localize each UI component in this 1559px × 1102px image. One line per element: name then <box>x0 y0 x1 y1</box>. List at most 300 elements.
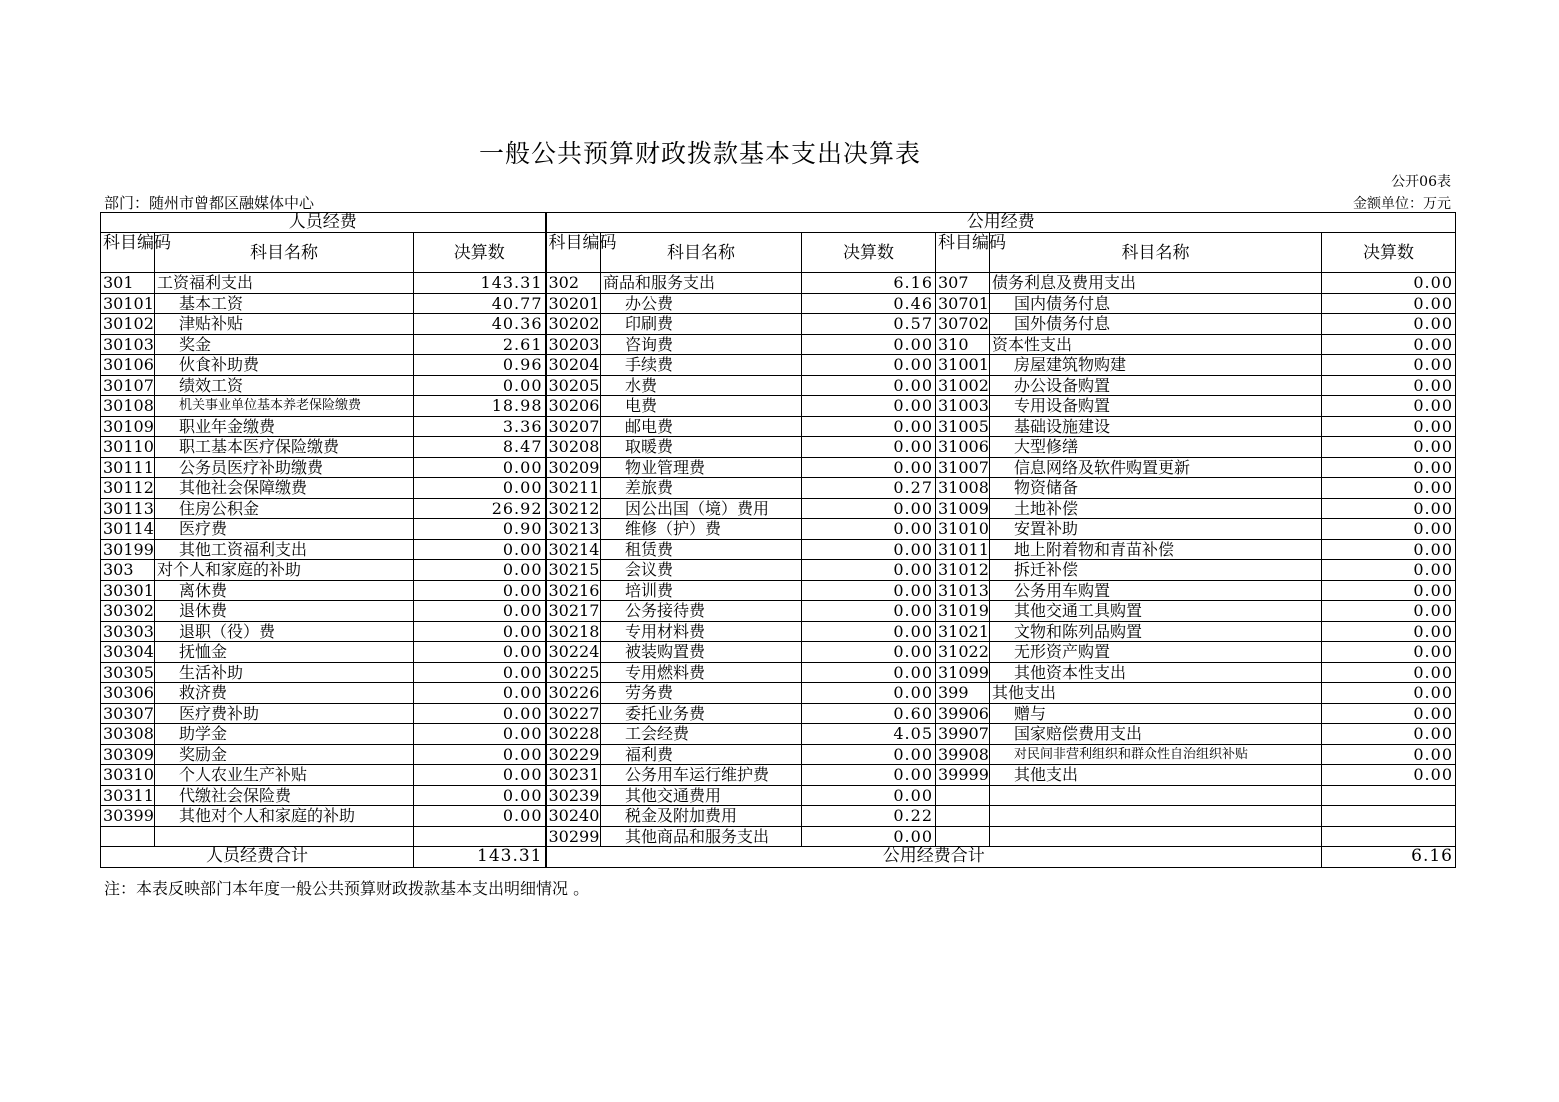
subject-name: 专用燃料费 <box>601 662 802 683</box>
subject-code: 31099 <box>936 662 990 683</box>
subject-code: 30304 <box>101 642 155 663</box>
amount-value: 0.00 <box>802 621 936 642</box>
amount-value <box>414 826 546 847</box>
amount-value: 0.96 <box>414 355 546 376</box>
table-row <box>101 560 1456 581</box>
subject-name: 差旅费 <box>601 478 802 499</box>
subject-code: 30702 <box>936 314 990 335</box>
subject-code: 30113 <box>101 498 155 519</box>
subject-code: 30108 <box>101 396 155 417</box>
subject-code: 30306 <box>101 683 155 704</box>
amount-value: 0.00 <box>1322 478 1456 499</box>
subject-code: 31002 <box>936 375 990 396</box>
subject-code: 30240 <box>546 806 601 827</box>
expenditure-table <box>100 212 1456 868</box>
subject-code: 30217 <box>546 601 601 622</box>
subject-code: 31007 <box>936 457 990 478</box>
subject-name: 助学金 <box>155 724 414 745</box>
amount-value: 0.00 <box>414 457 546 478</box>
subject-code: 30199 <box>101 539 155 560</box>
subject-name: 其他商品和服务支出 <box>601 826 802 847</box>
subject-code: 30214 <box>546 539 601 560</box>
subject-name: 培训费 <box>601 580 802 601</box>
subject-name: 其他支出 <box>990 683 1322 704</box>
subject-code: 30308 <box>101 724 155 745</box>
amount-value: 40.77 <box>414 293 546 314</box>
amount-value: 0.00 <box>1322 293 1456 314</box>
subject-code: 31005 <box>936 416 990 437</box>
subject-code: 30227 <box>546 703 601 724</box>
table-row <box>101 519 1456 540</box>
personnel-total-label: 人员经费合计 <box>101 847 414 868</box>
subject-code <box>936 826 990 847</box>
subject-name: 救济费 <box>155 683 414 704</box>
subject-name: 离休费 <box>155 580 414 601</box>
subject-name: 其他交通费用 <box>601 785 802 806</box>
subject-name: 其他交通工具购置 <box>990 601 1322 622</box>
subject-name: 生活补助 <box>155 662 414 683</box>
subject-name: 会议费 <box>601 560 802 581</box>
subject-name: 专用材料费 <box>601 621 802 642</box>
subject-name <box>155 826 414 847</box>
amount-value: 0.60 <box>802 703 936 724</box>
subject-name: 机关事业单位基本养老保险缴费 <box>155 396 414 417</box>
table-row <box>101 826 1456 847</box>
subject-code: 30204 <box>546 355 601 376</box>
subject-code: 30226 <box>546 683 601 704</box>
subject-code: 30201 <box>546 293 601 314</box>
amount-value: 0.00 <box>802 375 936 396</box>
subject-code: 30101 <box>101 293 155 314</box>
section-public: 公用经费 <box>546 213 1456 233</box>
table-row <box>101 273 1456 294</box>
amount-value: 0.00 <box>1322 744 1456 765</box>
header-amount: 决算数 <box>1322 233 1456 273</box>
subject-code: 31009 <box>936 498 990 519</box>
subject-code: 30307 <box>101 703 155 724</box>
subject-code: 30212 <box>546 498 601 519</box>
subject-code: 30107 <box>101 375 155 396</box>
amount-value: 0.00 <box>802 498 936 519</box>
subject-code: 39907 <box>936 724 990 745</box>
table-row <box>101 314 1456 335</box>
subject-name: 奖金 <box>155 334 414 355</box>
amount-value: 0.00 <box>1322 621 1456 642</box>
subject-name: 绩效工资 <box>155 375 414 396</box>
amount-value: 0.00 <box>414 703 546 724</box>
subject-code: 31010 <box>936 519 990 540</box>
subject-name: 其他支出 <box>990 765 1322 786</box>
subject-code: 30106 <box>101 355 155 376</box>
amount-value: 0.00 <box>414 621 546 642</box>
subject-code: 30103 <box>101 334 155 355</box>
subject-name: 职工基本医疗保险缴费 <box>155 437 414 458</box>
subject-name: 住房公积金 <box>155 498 414 519</box>
subject-name: 国家赔偿费用支出 <box>990 724 1322 745</box>
amount-value: 0.00 <box>802 826 936 847</box>
table-row <box>101 334 1456 355</box>
table-row <box>101 744 1456 765</box>
amount-value: 0.00 <box>414 580 546 601</box>
subject-name: 公务接待费 <box>601 601 802 622</box>
subject-name: 地上附着物和青苗补偿 <box>990 539 1322 560</box>
amount-value: 0.00 <box>1322 580 1456 601</box>
subject-name: 奖励金 <box>155 744 414 765</box>
table-row <box>101 621 1456 642</box>
subject-code: 30225 <box>546 662 601 683</box>
amount-value: 0.00 <box>1322 273 1456 294</box>
subject-code <box>936 806 990 827</box>
amount-value: 0.00 <box>414 806 546 827</box>
subject-name: 电费 <box>601 396 802 417</box>
subject-name: 医疗费补助 <box>155 703 414 724</box>
table-row <box>101 785 1456 806</box>
table-row <box>101 457 1456 478</box>
subject-code: 31012 <box>936 560 990 581</box>
header-code: 科目编码 <box>546 233 601 273</box>
totals-row <box>101 847 1456 868</box>
amount-value: 0.00 <box>414 724 546 745</box>
subject-code: 30208 <box>546 437 601 458</box>
subject-code: 30231 <box>546 765 601 786</box>
table-row <box>101 293 1456 314</box>
subject-name: 取暖费 <box>601 437 802 458</box>
subject-code: 30299 <box>546 826 601 847</box>
subject-name: 因公出国（境）费用 <box>601 498 802 519</box>
subject-code: 30301 <box>101 580 155 601</box>
amount-value: 0.00 <box>414 765 546 786</box>
header-name: 科目名称 <box>990 233 1322 273</box>
amount-value: 0.00 <box>802 396 936 417</box>
subject-name: 抚恤金 <box>155 642 414 663</box>
amount-value: 0.00 <box>1322 662 1456 683</box>
subject-name <box>990 826 1322 847</box>
subject-name: 代缴社会保险费 <box>155 785 414 806</box>
amount-value: 2.61 <box>414 334 546 355</box>
header-amount: 决算数 <box>802 233 936 273</box>
amount-value: 0.00 <box>802 560 936 581</box>
subject-name: 租赁费 <box>601 539 802 560</box>
amount-value: 0.00 <box>1322 683 1456 704</box>
subject-code: 30216 <box>546 580 601 601</box>
subject-code: 30211 <box>546 478 601 499</box>
department-label: 部门：随州市曾都区融媒体中心 <box>104 194 315 212</box>
subject-code <box>936 785 990 806</box>
subject-name: 其他资本性支出 <box>990 662 1322 683</box>
subject-name: 无形资产购置 <box>990 642 1322 663</box>
subject-code: 30206 <box>546 396 601 417</box>
table-row <box>101 498 1456 519</box>
amount-value: 0.00 <box>802 785 936 806</box>
subject-name: 物业管理费 <box>601 457 802 478</box>
subject-name: 邮电费 <box>601 416 802 437</box>
subject-code: 31011 <box>936 539 990 560</box>
subject-name: 债务利息及费用支出 <box>990 273 1322 294</box>
subject-name: 工会经费 <box>601 724 802 745</box>
table-row <box>101 396 1456 417</box>
amount-value: 0.00 <box>1322 314 1456 335</box>
subject-name: 物资储备 <box>990 478 1322 499</box>
subject-code: 307 <box>936 273 990 294</box>
subject-name: 手续费 <box>601 355 802 376</box>
amount-value: 0.00 <box>802 601 936 622</box>
amount-value: 8.47 <box>414 437 546 458</box>
subject-name: 印刷费 <box>601 314 802 335</box>
amount-value: 0.00 <box>1322 703 1456 724</box>
amount-value: 0.00 <box>802 334 936 355</box>
subject-name: 商品和服务支出 <box>601 273 802 294</box>
subject-code <box>101 826 155 847</box>
amount-value: 0.00 <box>1322 457 1456 478</box>
amount-value: 0.00 <box>802 580 936 601</box>
subject-name: 基础设施建设 <box>990 416 1322 437</box>
amount-value: 0.46 <box>802 293 936 314</box>
subject-name: 公务用车运行维护费 <box>601 765 802 786</box>
amount-value: 6.16 <box>802 273 936 294</box>
table-row <box>101 601 1456 622</box>
subject-name: 专用设备购置 <box>990 396 1322 417</box>
amount-value: 0.00 <box>802 539 936 560</box>
amount-value: 0.27 <box>802 478 936 499</box>
subject-name: 对个人和家庭的补助 <box>155 560 414 581</box>
subject-name <box>990 806 1322 827</box>
subject-code: 30309 <box>101 744 155 765</box>
table-row <box>101 683 1456 704</box>
amount-value: 0.00 <box>1322 437 1456 458</box>
amount-value: 0.00 <box>414 785 546 806</box>
subject-name: 福利费 <box>601 744 802 765</box>
subject-code: 39908 <box>936 744 990 765</box>
subject-name <box>990 785 1322 806</box>
amount-value: 40.36 <box>414 314 546 335</box>
amount-value: 26.92 <box>414 498 546 519</box>
subject-code: 30203 <box>546 334 601 355</box>
amount-value: 4.05 <box>802 724 936 745</box>
subject-name: 对民间非营利组织和群众性自治组织补贴 <box>990 744 1322 765</box>
subject-name: 退职（役）费 <box>155 621 414 642</box>
subject-code: 31001 <box>936 355 990 376</box>
header-name: 科目名称 <box>601 233 802 273</box>
amount-value: 0.57 <box>802 314 936 335</box>
table-row <box>101 642 1456 663</box>
amount-value: 0.00 <box>1322 334 1456 355</box>
subject-code: 30109 <box>101 416 155 437</box>
subject-code: 399 <box>936 683 990 704</box>
subject-name: 水费 <box>601 375 802 396</box>
subject-code: 30110 <box>101 437 155 458</box>
amount-value: 0.00 <box>414 560 546 581</box>
subject-code: 30310 <box>101 765 155 786</box>
subject-name: 咨询费 <box>601 334 802 355</box>
table-row <box>101 416 1456 437</box>
amount-value: 0.00 <box>802 683 936 704</box>
subject-code: 30305 <box>101 662 155 683</box>
subject-code: 30228 <box>546 724 601 745</box>
subject-name: 国内债务付息 <box>990 293 1322 314</box>
amount-value: 0.00 <box>1322 498 1456 519</box>
amount-value: 0.00 <box>414 642 546 663</box>
amount-value: 143.31 <box>414 273 546 294</box>
amount-value: 0.00 <box>414 662 546 683</box>
subject-name: 工资福利支出 <box>155 273 414 294</box>
amount-value: 0.00 <box>1322 601 1456 622</box>
amount-value: 3.36 <box>414 416 546 437</box>
subject-code: 31022 <box>936 642 990 663</box>
subject-name: 伙食补助费 <box>155 355 414 376</box>
form-number: 公开06表 <box>1391 174 1451 190</box>
amount-value: 0.00 <box>802 662 936 683</box>
amount-value: 0.00 <box>802 744 936 765</box>
subject-code: 30701 <box>936 293 990 314</box>
subject-code: 30205 <box>546 375 601 396</box>
subject-code: 30303 <box>101 621 155 642</box>
table-row <box>101 724 1456 745</box>
subject-name: 维修（护）费 <box>601 519 802 540</box>
personnel-total-value: 143.31 <box>414 847 546 868</box>
subject-code: 30213 <box>546 519 601 540</box>
subject-code: 30239 <box>546 785 601 806</box>
subject-name: 办公费 <box>601 293 802 314</box>
subject-code: 30302 <box>101 601 155 622</box>
subject-code: 30102 <box>101 314 155 335</box>
public-total-label: 公用经费合计 <box>546 847 1322 868</box>
subject-name: 劳务费 <box>601 683 802 704</box>
subject-code: 30399 <box>101 806 155 827</box>
subject-code: 30111 <box>101 457 155 478</box>
amount-value: 18.98 <box>414 396 546 417</box>
header-code: 科目编码 <box>936 233 990 273</box>
header-name: 科目名称 <box>155 233 414 273</box>
amount-value: 0.00 <box>1322 560 1456 581</box>
amount-value <box>1322 826 1456 847</box>
amount-value: 0.00 <box>1322 375 1456 396</box>
subject-code: 310 <box>936 334 990 355</box>
subject-name: 津贴补贴 <box>155 314 414 335</box>
section-personnel: 人员经费 <box>101 213 546 233</box>
amount-value: 0.22 <box>802 806 936 827</box>
subject-code: 39999 <box>936 765 990 786</box>
amount-value: 0.00 <box>802 437 936 458</box>
subject-code: 30202 <box>546 314 601 335</box>
amount-value: 0.00 <box>1322 396 1456 417</box>
footnote: 注：本表反映部门本年度一般公共预算财政拨款基本支出明细情况 。 <box>104 879 590 898</box>
table-row <box>101 662 1456 683</box>
amount-value <box>1322 806 1456 827</box>
amount-value: 0.00 <box>1322 355 1456 376</box>
subject-name: 资本性支出 <box>990 334 1322 355</box>
table-row <box>101 703 1456 724</box>
subject-name: 税金及附加费用 <box>601 806 802 827</box>
subject-code: 30311 <box>101 785 155 806</box>
amount-value: 0.00 <box>414 375 546 396</box>
subject-code: 301 <box>101 273 155 294</box>
subject-name: 退休费 <box>155 601 414 622</box>
amount-value: 0.00 <box>1322 519 1456 540</box>
amount-value: 0.00 <box>802 642 936 663</box>
subject-code: 30209 <box>546 457 601 478</box>
amount-value: 0.00 <box>1322 416 1456 437</box>
subject-name: 被装购置费 <box>601 642 802 663</box>
subject-name: 办公设备购置 <box>990 375 1322 396</box>
subject-code: 30114 <box>101 519 155 540</box>
subject-name: 赠与 <box>990 703 1322 724</box>
subject-name: 安置补助 <box>990 519 1322 540</box>
table-row <box>101 375 1456 396</box>
subject-code: 30207 <box>546 416 601 437</box>
amount-value: 0.00 <box>414 601 546 622</box>
table-row <box>101 355 1456 376</box>
amount-value: 0.00 <box>802 355 936 376</box>
subject-code: 31013 <box>936 580 990 601</box>
subject-code: 30112 <box>101 478 155 499</box>
table-row <box>101 580 1456 601</box>
amount-value: 0.00 <box>1322 642 1456 663</box>
subject-code: 31021 <box>936 621 990 642</box>
subject-name: 公务用车购置 <box>990 580 1322 601</box>
subject-name: 基本工资 <box>155 293 414 314</box>
amount-value: 0.00 <box>802 519 936 540</box>
subject-code: 31019 <box>936 601 990 622</box>
subject-code: 39906 <box>936 703 990 724</box>
table-row <box>101 539 1456 560</box>
subject-code: 30215 <box>546 560 601 581</box>
subject-code: 31006 <box>936 437 990 458</box>
amount-value: 0.00 <box>1322 539 1456 560</box>
table-row <box>101 765 1456 786</box>
header-amount: 决算数 <box>414 233 546 273</box>
subject-name: 其他工资福利支出 <box>155 539 414 560</box>
amount-value: 0.00 <box>1322 724 1456 745</box>
subject-name: 个人农业生产补贴 <box>155 765 414 786</box>
page-title: 一般公共预算财政拨款基本支出决算表 <box>478 139 921 168</box>
subject-code: 30224 <box>546 642 601 663</box>
amount-value: 0.00 <box>1322 765 1456 786</box>
subject-name: 医疗费 <box>155 519 414 540</box>
amount-value: 0.00 <box>414 539 546 560</box>
subject-name: 国外债务付息 <box>990 314 1322 335</box>
subject-name: 土地补偿 <box>990 498 1322 519</box>
table-row <box>101 478 1456 499</box>
amount-value: 0.90 <box>414 519 546 540</box>
subject-name: 拆迁补偿 <box>990 560 1322 581</box>
header-code: 科目编码 <box>101 233 155 273</box>
subject-name: 委托业务费 <box>601 703 802 724</box>
subject-code: 31003 <box>936 396 990 417</box>
subject-name: 信息网络及软件购置更新 <box>990 457 1322 478</box>
subject-code: 303 <box>101 560 155 581</box>
amount-value: 0.00 <box>414 683 546 704</box>
amount-value: 0.00 <box>802 765 936 786</box>
subject-name: 房屋建筑物购建 <box>990 355 1322 376</box>
subject-name: 大型修缮 <box>990 437 1322 458</box>
table-row <box>101 806 1456 827</box>
public-total-value: 6.16 <box>1322 847 1456 868</box>
subject-code: 30218 <box>546 621 601 642</box>
subject-name: 其他社会保障缴费 <box>155 478 414 499</box>
amount-unit-label: 金额单位：万元 <box>1353 196 1451 212</box>
amount-value: 0.00 <box>414 478 546 499</box>
amount-value <box>1322 785 1456 806</box>
table-row <box>101 437 1456 458</box>
amount-value: 0.00 <box>802 457 936 478</box>
subject-name: 文物和陈列品购置 <box>990 621 1322 642</box>
amount-value: 0.00 <box>414 744 546 765</box>
subject-code: 302 <box>546 273 601 294</box>
subject-name: 其他对个人和家庭的补助 <box>155 806 414 827</box>
amount-value: 0.00 <box>802 416 936 437</box>
subject-name: 公务员医疗补助缴费 <box>155 457 414 478</box>
subject-name: 职业年金缴费 <box>155 416 414 437</box>
